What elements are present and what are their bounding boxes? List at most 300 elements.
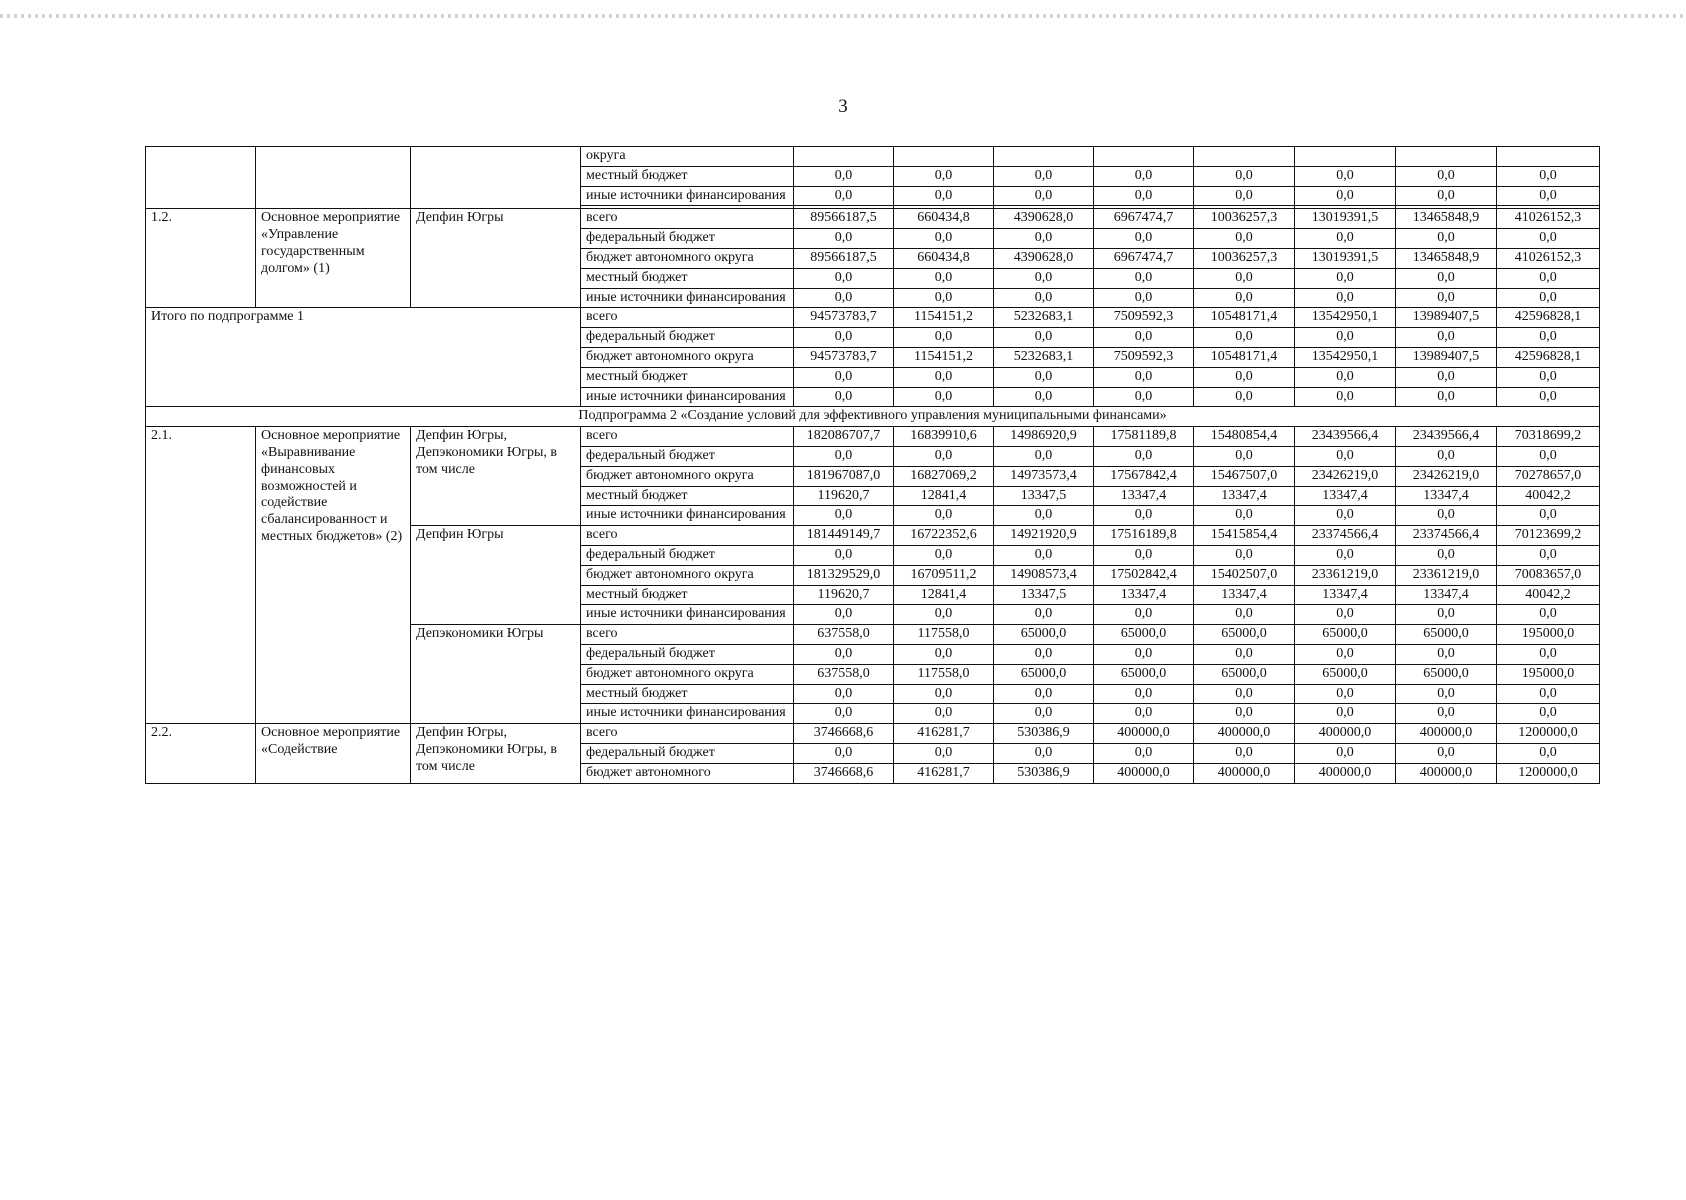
amount-cell: 40042,2 [1497,585,1600,605]
amount-cell: 400000,0 [1396,724,1497,744]
funding-source-cell: всего [581,427,794,447]
amount-cell: 70123699,2 [1497,526,1600,546]
amount-cell: 530386,9 [994,763,1094,783]
amount-cell: 0,0 [1194,229,1295,249]
amount-cell: 0,0 [894,387,994,407]
amount-cell: 15467507,0 [1194,466,1295,486]
amount-cell: 0,0 [1094,545,1194,565]
amount-cell: 0,0 [994,387,1094,407]
amount-cell: 23426219,0 [1396,466,1497,486]
amount-cell: 400000,0 [1094,763,1194,783]
amount-cell: 0,0 [1295,166,1396,186]
amount-cell: 0,0 [1094,387,1194,407]
amount-cell: 42596828,1 [1497,308,1600,328]
amount-cell: 0,0 [894,704,994,724]
row-header-cell [411,147,581,209]
amount-cell: 0,0 [1396,506,1497,526]
row-header-cell: Депэкономики Югры [411,625,581,724]
amount-cell: 65000,0 [1396,664,1497,684]
funding-source-cell: иные источники финансирования [581,186,794,206]
amount-cell: 0,0 [1194,506,1295,526]
amount-cell: 0,0 [1194,545,1295,565]
amount-cell: 16722352,6 [894,526,994,546]
amount-cell: 0,0 [1194,186,1295,206]
amount-cell: 23426219,0 [1295,466,1396,486]
amount-cell: 0,0 [894,684,994,704]
amount-cell: 0,0 [1396,446,1497,466]
amount-cell: 0,0 [794,166,894,186]
amount-cell: 65000,0 [994,625,1094,645]
amount-cell: 0,0 [1497,644,1600,664]
amount-cell: 0,0 [1396,704,1497,724]
amount-cell: 0,0 [994,367,1094,387]
amount-cell: 3746668,6 [794,763,894,783]
amount-cell: 0,0 [794,704,894,724]
funding-source-cell: всего [581,526,794,546]
amount-cell: 0,0 [894,229,994,249]
funding-source-cell: иные источники финансирования [581,605,794,625]
amount-cell: 0,0 [1396,186,1497,206]
amount-cell: 5232683,1 [994,347,1094,367]
amount-cell: 195000,0 [1497,664,1600,684]
amount-cell: 17502842,4 [1094,565,1194,585]
funding-source-cell: всего [581,625,794,645]
amount-cell: 0,0 [1094,229,1194,249]
funding-source-cell: местный бюджет [581,486,794,506]
amount-cell: 0,0 [894,644,994,664]
amount-cell: 181967087,0 [794,466,894,486]
amount-cell: 65000,0 [1295,625,1396,645]
amount-cell: 117558,0 [894,625,994,645]
amount-cell: 42596828,1 [1497,347,1600,367]
amount-cell: 0,0 [794,387,894,407]
amount-cell: 23374566,4 [1396,526,1497,546]
amount-cell: 0,0 [1094,328,1194,348]
amount-cell: 400000,0 [1194,724,1295,744]
amount-cell: 0,0 [1497,367,1600,387]
amount-cell: 0,0 [994,644,1094,664]
amount-cell: 0,0 [1497,166,1600,186]
amount-cell: 0,0 [1396,328,1497,348]
amount-cell: 0,0 [794,644,894,664]
amount-cell: 0,0 [1497,229,1600,249]
amount-cell: 0,0 [1295,288,1396,308]
amount-cell: 16827069,2 [894,466,994,486]
amount-cell: 0,0 [1094,605,1194,625]
funding-source-cell: местный бюджет [581,684,794,704]
amount-cell: 0,0 [1295,743,1396,763]
amount-cell: 0,0 [994,166,1094,186]
amount-cell: 4390628,0 [994,209,1094,229]
page-number: 3 [838,96,848,117]
amount-cell: 10036257,3 [1194,248,1295,268]
amount-cell [894,147,994,167]
amount-cell: 13347,5 [994,585,1094,605]
funding-source-cell: местный бюджет [581,166,794,186]
amount-cell: 0,0 [1194,743,1295,763]
amount-cell: 23361219,0 [1396,565,1497,585]
amount-cell: 0,0 [1497,743,1600,763]
amount-cell: 0,0 [1497,545,1600,565]
amount-cell: 0,0 [1295,328,1396,348]
funding-source-cell: иные источники финансирования [581,704,794,724]
amount-cell: 13347,4 [1094,585,1194,605]
funding-source-cell: бюджет автономного округа [581,565,794,585]
row-header-cell: 2.1. [146,427,256,724]
amount-cell: 0,0 [1094,166,1194,186]
amount-cell: 0,0 [1497,605,1600,625]
amount-cell [1497,147,1600,167]
amount-cell: 15480854,4 [1194,427,1295,447]
amount-cell: 14973573,4 [994,466,1094,486]
amount-cell: 94573783,7 [794,347,894,367]
amount-cell: 660434,8 [894,209,994,229]
amount-cell [1295,147,1396,167]
amount-cell: 0,0 [1194,288,1295,308]
amount-cell: 13347,4 [1295,486,1396,506]
amount-cell: 13019391,5 [1295,248,1396,268]
amount-cell: 13347,4 [1295,585,1396,605]
amount-cell: 400000,0 [1094,724,1194,744]
amount-cell: 0,0 [794,328,894,348]
amount-cell: 0,0 [894,328,994,348]
amount-cell: 0,0 [994,328,1094,348]
amount-cell: 0,0 [1094,644,1194,664]
amount-cell: 0,0 [794,268,894,288]
funding-source-cell: федеральный бюджет [581,446,794,466]
amount-cell: 0,0 [1194,268,1295,288]
amount-cell [994,147,1094,167]
amount-cell: 0,0 [794,545,894,565]
funding-source-cell: иные источники финансирования [581,387,794,407]
row-header-cell [146,147,256,209]
amount-cell: 5232683,1 [994,308,1094,328]
amount-cell: 0,0 [1295,186,1396,206]
amount-cell: 13347,4 [1194,585,1295,605]
amount-cell: 4390628,0 [994,248,1094,268]
amount-cell: 10548171,4 [1194,347,1295,367]
funding-source-cell: бюджет автономного [581,763,794,783]
amount-cell: 0,0 [1497,387,1600,407]
amount-cell [1094,147,1194,167]
subprogram-heading: Подпрограмма 2 «Создание условий для эффективного управления муниципальными финансами» [146,407,1600,427]
amount-cell: 13989407,5 [1396,308,1497,328]
amount-cell: 0,0 [1295,545,1396,565]
amount-cell: 0,0 [894,288,994,308]
amount-cell: 0,0 [1295,229,1396,249]
amount-cell: 13347,4 [1396,486,1497,506]
amount-cell: 0,0 [1396,605,1497,625]
amount-cell: 0,0 [794,288,894,308]
amount-cell: 13465848,9 [1396,248,1497,268]
amount-cell: 70083657,0 [1497,565,1600,585]
amount-cell: 0,0 [1295,644,1396,664]
amount-cell: 0,0 [994,605,1094,625]
amount-cell: 70278657,0 [1497,466,1600,486]
funding-source-cell: федеральный бюджет [581,743,794,763]
amount-cell: 7509592,3 [1094,308,1194,328]
amount-cell: 416281,7 [894,763,994,783]
amount-cell: 0,0 [1497,506,1600,526]
table-row [146,427,1600,447]
funding-source-cell: иные источники финансирования [581,288,794,308]
amount-cell: 13347,4 [1194,486,1295,506]
amount-cell: 181449149,7 [794,526,894,546]
amount-cell: 660434,8 [894,248,994,268]
amount-cell: 17581189,8 [1094,427,1194,447]
amount-cell: 0,0 [994,288,1094,308]
amount-cell: 1154151,2 [894,308,994,328]
amount-cell: 0,0 [1396,545,1497,565]
amount-cell: 0,0 [1295,704,1396,724]
amount-cell: 0,0 [1194,704,1295,724]
amount-cell: 0,0 [894,166,994,186]
amount-cell: 0,0 [1094,186,1194,206]
amount-cell: 0,0 [1094,288,1194,308]
funding-source-cell: всего [581,308,794,328]
amount-cell: 14908573,4 [994,565,1094,585]
amount-cell: 0,0 [1497,288,1600,308]
amount-cell: 10036257,3 [1194,209,1295,229]
amount-cell: 0,0 [1396,367,1497,387]
amount-cell: 0,0 [894,367,994,387]
amount-cell: 0,0 [994,186,1094,206]
amount-cell: 400000,0 [1396,763,1497,783]
amount-cell: 65000,0 [1094,625,1194,645]
amount-cell: 0,0 [1194,166,1295,186]
amount-cell: 13347,4 [1396,585,1497,605]
table-row [146,209,1600,229]
funding-source-cell: местный бюджет [581,367,794,387]
amount-cell: 0,0 [1396,387,1497,407]
amount-cell: 0,0 [894,268,994,288]
amount-cell: 1154151,2 [894,347,994,367]
amount-cell: 0,0 [894,605,994,625]
amount-cell: 182086707,7 [794,427,894,447]
amount-cell: 119620,7 [794,486,894,506]
amount-cell: 0,0 [1094,704,1194,724]
funding-source-cell: всего [581,209,794,229]
amount-cell: 1200000,0 [1497,763,1600,783]
amount-cell: 0,0 [1396,644,1497,664]
funding-source-cell: федеральный бюджет [581,328,794,348]
funding-source-cell: федеральный бюджет [581,545,794,565]
funding-source-cell: округа [581,147,794,167]
amount-cell [794,147,894,167]
amount-cell [1396,147,1497,167]
scan-edge-artifact [0,14,1686,18]
table-row [146,147,1600,167]
amount-cell: 0,0 [1497,268,1600,288]
amount-cell: 0,0 [1194,684,1295,704]
amount-cell: 23374566,4 [1295,526,1396,546]
amount-cell: 0,0 [894,186,994,206]
amount-cell: 0,0 [794,506,894,526]
amount-cell: 416281,7 [894,724,994,744]
amount-cell: 0,0 [1094,684,1194,704]
funding-source-cell: федеральный бюджет [581,229,794,249]
amount-cell: 0,0 [1094,506,1194,526]
amount-cell: 41026152,3 [1497,209,1600,229]
amount-cell: 13542950,1 [1295,347,1396,367]
amount-cell: 0,0 [1396,288,1497,308]
amount-cell: 0,0 [1295,605,1396,625]
section-row [146,407,1600,427]
funding-source-cell: местный бюджет [581,585,794,605]
amount-cell: 0,0 [1295,506,1396,526]
amount-cell: 17516189,8 [1094,526,1194,546]
amount-cell: 89566187,5 [794,248,894,268]
amount-cell: 6967474,7 [1094,248,1194,268]
amount-cell: 0,0 [994,229,1094,249]
amount-cell: 13542950,1 [1295,308,1396,328]
amount-cell [1194,147,1295,167]
amount-cell: 117558,0 [894,664,994,684]
amount-cell: 0,0 [994,506,1094,526]
amount-cell: 0,0 [794,229,894,249]
amount-cell: 0,0 [1194,644,1295,664]
amount-cell: 0,0 [1094,367,1194,387]
amount-cell: 0,0 [1396,268,1497,288]
amount-cell: 3746668,6 [794,724,894,744]
amount-cell: 41026152,3 [1497,248,1600,268]
amount-cell: 0,0 [994,545,1094,565]
amount-cell: 0,0 [794,446,894,466]
row-header-cell: 2.2. [146,724,256,783]
amount-cell: 0,0 [994,446,1094,466]
amount-cell: 15415854,4 [1194,526,1295,546]
funding-source-cell: всего [581,724,794,744]
funding-source-cell: иные источники финансирования [581,506,794,526]
row-header-cell [256,147,411,209]
amount-cell: 70318699,2 [1497,427,1600,447]
amount-cell: 0,0 [794,605,894,625]
amount-cell: 0,0 [894,545,994,565]
amount-cell: 0,0 [1295,684,1396,704]
amount-cell: 0,0 [1497,446,1600,466]
amount-cell: 94573783,7 [794,308,894,328]
row-header-cell: Основное мероприятие «Содействие [256,724,411,783]
table-row [146,308,1600,328]
amount-cell: 0,0 [1295,268,1396,288]
amount-cell: 13347,4 [1094,486,1194,506]
amount-cell: 23439566,4 [1295,427,1396,447]
amount-cell: 0,0 [1295,387,1396,407]
amount-cell: 0,0 [794,743,894,763]
row-header-cell: Итого по подпрограмме 1 [146,308,581,407]
amount-cell: 13347,5 [994,486,1094,506]
amount-cell: 0,0 [1497,186,1600,206]
funding-source-cell: бюджет автономного округа [581,347,794,367]
amount-cell: 0,0 [1194,328,1295,348]
amount-cell: 181329529,0 [794,565,894,585]
amount-cell: 0,0 [1497,704,1600,724]
amount-cell: 0,0 [894,743,994,763]
amount-cell: 14986920,9 [994,427,1094,447]
amount-cell: 14921920,9 [994,526,1094,546]
amount-cell: 0,0 [894,446,994,466]
amount-cell: 13465848,9 [1396,209,1497,229]
funding-source-cell: федеральный бюджет [581,644,794,664]
amount-cell: 12841,4 [894,585,994,605]
amount-cell: 15402507,0 [1194,565,1295,585]
amount-cell: 195000,0 [1497,625,1600,645]
amount-cell: 400000,0 [1194,763,1295,783]
amount-cell: 10548171,4 [1194,308,1295,328]
amount-cell: 89566187,5 [794,209,894,229]
amount-cell: 7509592,3 [1094,347,1194,367]
amount-cell: 0,0 [1497,328,1600,348]
amount-cell: 65000,0 [1295,664,1396,684]
amount-cell: 637558,0 [794,625,894,645]
amount-cell: 0,0 [994,743,1094,763]
amount-cell: 0,0 [1094,743,1194,763]
amount-cell: 0,0 [1194,387,1295,407]
amount-cell: 13019391,5 [1295,209,1396,229]
amount-cell: 16709511,2 [894,565,994,585]
row-header-cell: Основное мероприятие «Выравнивание финансовых возможностей и содействие сбалансированност и местных бюджетов» (2) [256,427,411,724]
amount-cell: 12841,4 [894,486,994,506]
amount-cell: 23361219,0 [1295,565,1396,585]
amount-cell: 0,0 [794,186,894,206]
amount-cell: 23439566,4 [1396,427,1497,447]
amount-cell: 6967474,7 [1094,209,1194,229]
amount-cell: 65000,0 [1194,625,1295,645]
amount-cell: 530386,9 [994,724,1094,744]
amount-cell: 0,0 [1094,446,1194,466]
funding-source-cell: местный бюджет [581,268,794,288]
amount-cell: 0,0 [994,268,1094,288]
amount-cell: 1200000,0 [1497,724,1600,744]
amount-cell: 17567842,4 [1094,466,1194,486]
amount-cell: 0,0 [1295,446,1396,466]
amount-cell: 0,0 [1396,743,1497,763]
amount-cell: 0,0 [994,684,1094,704]
amount-cell: 0,0 [794,684,894,704]
budget-table-body [146,147,1600,784]
amount-cell: 0,0 [1396,684,1497,704]
amount-cell: 65000,0 [994,664,1094,684]
budget-table [145,146,1600,784]
funding-source-cell: бюджет автономного округа [581,664,794,684]
table-row [146,724,1600,744]
row-header-cell: Депфин Югры [411,526,581,625]
amount-cell: 65000,0 [1194,664,1295,684]
row-header-cell: Депфин Югры [411,209,581,308]
amount-cell: 0,0 [1396,166,1497,186]
amount-cell: 16839910,6 [894,427,994,447]
row-header-cell: Депфин Югры, Депэкономики Югры, в том числе [411,724,581,783]
amount-cell: 0,0 [1295,367,1396,387]
amount-cell: 0,0 [1094,268,1194,288]
funding-source-cell: бюджет автономного округа [581,466,794,486]
amount-cell: 0,0 [1194,605,1295,625]
amount-cell: 400000,0 [1295,763,1396,783]
amount-cell: 40042,2 [1497,486,1600,506]
row-header-cell: Основное мероприятие «Управление государственным долгом» (1) [256,209,411,308]
amount-cell: 0,0 [994,704,1094,724]
amount-cell: 637558,0 [794,664,894,684]
amount-cell: 0,0 [1396,229,1497,249]
amount-cell: 0,0 [794,367,894,387]
amount-cell: 400000,0 [1295,724,1396,744]
amount-cell: 0,0 [1497,684,1600,704]
row-header-cell: 1.2. [146,209,256,308]
amount-cell: 65000,0 [1094,664,1194,684]
amount-cell: 119620,7 [794,585,894,605]
amount-cell: 0,0 [1194,367,1295,387]
funding-source-cell: бюджет автономного округа [581,248,794,268]
